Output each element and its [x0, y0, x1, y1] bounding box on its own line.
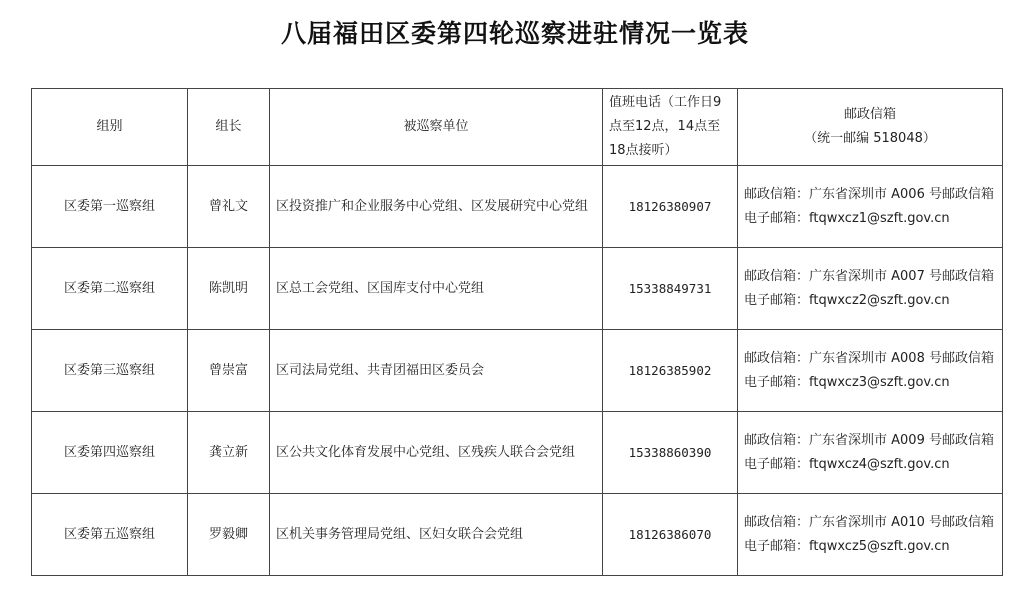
table-row [32, 412, 1003, 494]
table-row [32, 494, 1003, 576]
email-address[interactable]: 电子邮箱：ftqwxcz3@szft.gov.cn [744, 374, 950, 390]
unit-cell: 区机关事务管理局党组、区妇女联合会党组 [270, 494, 603, 576]
table-header-row [32, 89, 1003, 166]
unit-cell: 区司法局党组、共青团福田区委员会 [270, 330, 603, 412]
email-address[interactable]: 电子邮箱：ftqwxcz2@szft.gov.cn [744, 292, 950, 308]
page-title: 八届福田区委第四轮巡察进驻情况一览表 [280, 19, 749, 48]
header-leader: 组长 [188, 89, 270, 166]
group-cell: 区委第一巡察组 [32, 166, 188, 248]
email-address[interactable]: 电子邮箱：ftqwxcz5@szft.gov.cn [744, 538, 950, 554]
header-group: 组别 [32, 89, 188, 166]
group-cell: 区委第五巡察组 [32, 494, 188, 576]
mail-cell [738, 494, 1003, 576]
postal-box: 邮政信箱：广东省深圳市 A006 号邮政信箱 [744, 186, 994, 202]
group-cell: 区委第二巡察组 [32, 248, 188, 330]
postal-box: 邮政信箱：广东省深圳市 A007 号邮政信箱 [744, 268, 994, 284]
group-cell: 区委第三巡察组 [32, 330, 188, 412]
leader-cell: 陈凯明 [188, 248, 270, 330]
phone-cell: 18126386070 [603, 494, 738, 576]
leader-cell: 罗毅卿 [188, 494, 270, 576]
email-address[interactable]: 电子邮箱：ftqwxcz1@szft.gov.cn [744, 210, 950, 226]
header-mail-title: 邮政信箱 [843, 107, 896, 122]
inspection-table [31, 88, 1003, 576]
leader-cell: 曾礼文 [188, 166, 270, 248]
phone-cell: 18126380907 [603, 166, 738, 248]
mail-cell [738, 166, 1003, 248]
table-row [32, 330, 1003, 412]
unit-cell: 区公共文化体育发展中心党组、区残疾人联合会党组 [270, 412, 603, 494]
phone-cell: 15338860390 [603, 412, 738, 494]
mail-cell [738, 412, 1003, 494]
unit-cell: 区总工会党组、区国库支付中心党组 [270, 248, 603, 330]
header-mail-sub: （统一邮编 518048） [804, 131, 936, 146]
phone-cell: 18126385902 [603, 330, 738, 412]
phone-cell: 15338849731 [603, 248, 738, 330]
postal-box: 邮政信箱：广东省深圳市 A010 号邮政信箱 [744, 514, 994, 530]
email-address[interactable]: 电子邮箱：ftqwxcz4@szft.gov.cn [744, 456, 950, 472]
table-row [32, 248, 1003, 330]
leader-cell: 龚立新 [188, 412, 270, 494]
postal-box: 邮政信箱：广东省深圳市 A009 号邮政信箱 [744, 432, 994, 448]
group-cell: 区委第四巡察组 [32, 412, 188, 494]
table-row [32, 166, 1003, 248]
postal-box: 邮政信箱：广东省深圳市 A008 号邮政信箱 [744, 350, 994, 366]
mail-cell [738, 330, 1003, 412]
leader-cell: 曾崇富 [188, 330, 270, 412]
header-phone: 值班电话（工作日9点至12点，14点至18点接听） [603, 89, 738, 166]
unit-cell: 区投资推广和企业服务中心党组、区发展研究中心党组 [270, 166, 603, 248]
header-mail [738, 89, 1003, 166]
mail-cell [738, 248, 1003, 330]
header-unit: 被巡察单位 [270, 89, 603, 166]
